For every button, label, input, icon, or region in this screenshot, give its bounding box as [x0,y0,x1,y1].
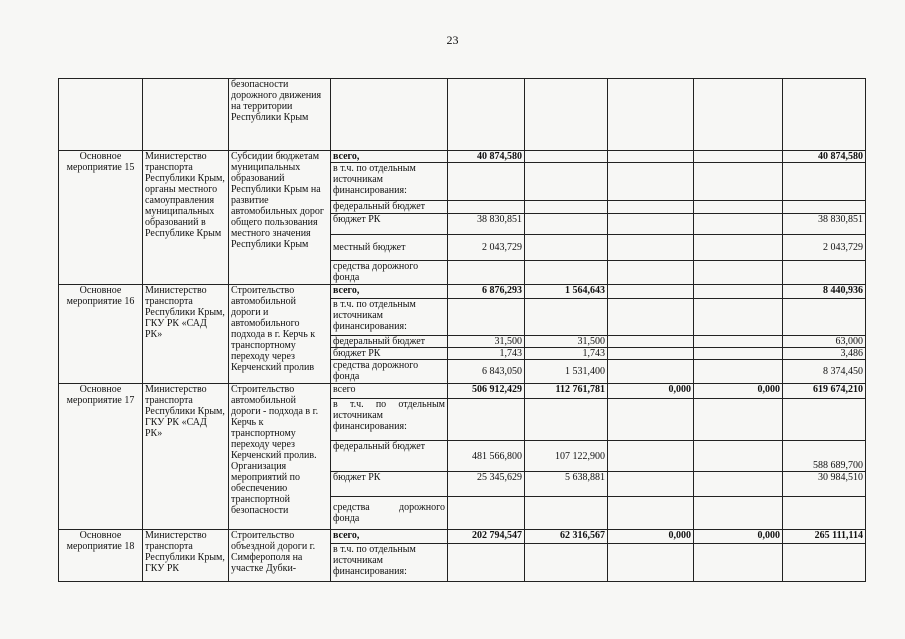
value-cell: 31,500 [525,336,608,348]
value-cell: 6 876,293 [448,285,525,299]
source-total: всего, [331,285,448,299]
event-17-title: Основное мероприятие 17 [59,384,143,530]
value-cell: 1,743 [448,348,525,360]
source-federal: федеральный бюджет [331,201,448,214]
event-18-name: Строительство объездной дороги г. Симферополя на участке Дубки- [229,530,331,582]
event-cell [59,79,143,151]
executor-cell [143,79,229,151]
value-cell: 31,500 [448,336,525,348]
event-17-executor: Министерство транспорта Республики Крым, ГКУ РК «САД РК» [143,384,229,530]
sum-cell: 588 689,700 [783,441,866,472]
event-15-title: Основное мероприятие 15 [59,151,143,285]
source-road-fund: средства дорожного фонда [331,261,448,285]
value-cell: 1 531,400 [525,360,608,384]
source-road-fund: средства дорожного фонда [331,360,448,384]
event-15-name: Субсидии бюджетам муниципальных образований Республики Крым на развитие автомобильных дорог общего пользования местного значения Республики Крым [229,151,331,285]
value-cell: 202 794,547 [448,530,525,544]
table-row [59,151,866,163]
value-cell: 25 345,629 [448,472,525,497]
source-road-fund: средства дорожного фонда [331,497,448,530]
value-cell: 6 843,050 [448,360,525,384]
sum-cell: 40 874,580 [783,151,866,163]
value-cell: 62 316,567 [525,530,608,544]
source-rk: бюджет РК [331,214,448,235]
source-local: местный бюджет [331,235,448,261]
sum-cell: 8 374,450 [783,360,866,384]
sum-cell: 3,486 [783,348,866,360]
source-federal: федеральный бюджет [331,441,448,472]
event-16-title: Основное мероприятие 16 [59,285,143,384]
source-incl: в т.ч. по отдельным источникам финансирования: [331,399,448,441]
sum-cell: 8 440,936 [783,285,866,299]
source-total: всего, [331,151,448,163]
sum-cell: 619 674,210 [783,384,866,399]
source-cell [331,79,448,151]
event-15-executor: Министерство транспорта Республики Крым, органы местного самоуправления муниципальных образований в Республике Крым [143,151,229,285]
event-18-executor: Министерство транспорта Республики Крым, ГКУ РК [143,530,229,582]
sum-cell: 265 111,114 [783,530,866,544]
value-cell: 38 830,851 [448,214,525,235]
table-row [59,384,866,399]
value-cell: 107 122,900 [525,441,608,472]
table-row [59,530,866,544]
value-cell: 1,743 [525,348,608,360]
source-incl: в т.ч. по отдельным источникам финансирования: [331,299,448,336]
table-row [59,79,866,151]
value-cell: 5 638,881 [525,472,608,497]
value-cell: 2 043,729 [448,235,525,261]
source-federal: федеральный бюджет [331,336,448,348]
event-name-cell: безопасности дорожного движения на территории Республики Крым [229,79,331,151]
event-18-title: Основное мероприятие 18 [59,530,143,582]
event-17-name: Строительство автомобильной дороги - подхода в г. Керчь к транспортному переходу через Керченский пролив. Организация мероприятий по обеспечению транспортной безопасности [229,384,331,530]
value-cell: 0,000 [694,384,783,399]
financing-table [58,78,866,582]
value-cell: 0,000 [608,384,694,399]
sum-cell: 2 043,729 [783,235,866,261]
value-cell: 112 761,781 [525,384,608,399]
value-cell: 0,000 [694,530,783,544]
value-cell: 1 564,643 [525,285,608,299]
source-rk: бюджет РК [331,472,448,497]
event-16-name: Строительство автомобильной дороги и автомобильного подхода в г. Керчь к транспортному переходу через Керченский пролив [229,285,331,384]
value-cell: 481 566,800 [448,441,525,472]
value-cell: 0,000 [608,530,694,544]
sum-cell: 30 984,510 [783,472,866,497]
value-cell: 506 912,429 [448,384,525,399]
source-incl: в т.ч. по отдельным источникам финансирования: [331,544,448,582]
value-cell: 40 874,580 [448,151,525,163]
source-rk: бюджет РК [331,348,448,360]
source-incl: в т.ч. по отдельным источникам финансирования: [331,163,448,201]
table-row [59,285,866,299]
source-total: всего, [331,530,448,544]
page-number: 23 [446,33,459,47]
source-total: всего [331,384,448,399]
sum-cell: 63,000 [783,336,866,348]
event-16-executor: Министерство транспорта Республики Крым, ГКУ РК «САД РК» [143,285,229,384]
sum-cell: 38 830,851 [783,214,866,235]
